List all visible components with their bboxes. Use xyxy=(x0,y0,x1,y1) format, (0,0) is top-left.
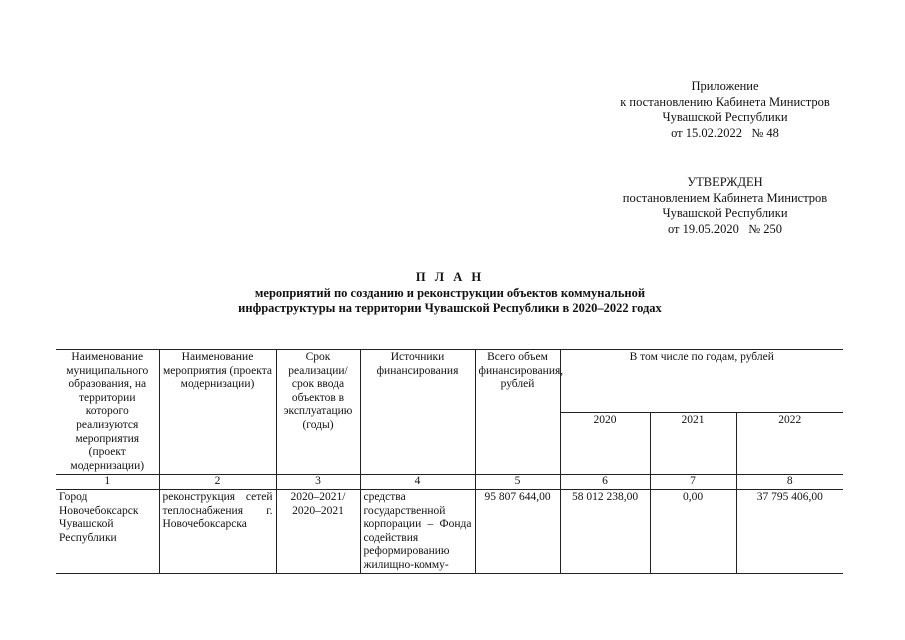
cell-year-2021: 0,00 xyxy=(650,489,736,573)
header-term: Срок реализации/срок ввода объектов в эксплуатацию (годы) xyxy=(276,350,360,475)
column-number: 4 xyxy=(360,475,475,490)
header-measure: Наименование мероприятия (проекта модернизации) xyxy=(159,350,276,475)
document-title xyxy=(130,270,770,317)
cell-year-2022: 37 795 406,00 xyxy=(736,489,843,573)
cell-sources: средства государственной корпорации – Фонда содействия реформированию жилищно-комму- xyxy=(360,489,475,573)
approval-line: постановлением Кабинета Министров xyxy=(622,190,828,205)
approval-note xyxy=(580,175,870,237)
header-sources: Источники финансирования xyxy=(360,350,475,475)
column-number: 1 xyxy=(56,475,159,490)
plan-table xyxy=(56,349,843,574)
approval-line: Чувашской Республики xyxy=(662,206,788,220)
cell-measure: реконструкция сетей теплоснабжения г. Новочебоксарска xyxy=(159,489,276,573)
header-by-years: В том числе по годам, рублей xyxy=(560,350,843,413)
title-line: инфраструктуры на территории Чувашской Республики в 2020–2022 годах xyxy=(238,301,662,315)
header-year-2020: 2020 xyxy=(560,412,650,475)
appendix-line: Приложение xyxy=(691,79,759,93)
appendix-line: к постановлению Кабинета Министров xyxy=(620,94,830,109)
approval-line: от 19.05.2020 № 250 xyxy=(667,221,783,236)
cell-term: 2020–2021/ 2020–2021 xyxy=(276,489,360,573)
column-number: 2 xyxy=(159,475,276,490)
header-municipality: Наименование муниципального образования, на территории которого реализуются мероприятия (проект модернизации) xyxy=(56,350,159,475)
appendix-note xyxy=(580,79,870,141)
header-year-2021: 2021 xyxy=(650,412,736,475)
cell-municipality: Город Новочебоксарск Чувашской Республики xyxy=(56,489,159,573)
header-year-2022: 2022 xyxy=(736,412,843,475)
table-row xyxy=(56,489,843,573)
cell-year-2020: 58 012 238,00 xyxy=(560,489,650,573)
column-number: 7 xyxy=(650,475,736,490)
appendix-line: Чувашской Республики xyxy=(662,110,788,124)
appendix-line: от 15.02.2022 № 48 xyxy=(671,125,779,140)
column-number: 5 xyxy=(475,475,560,490)
header-total: Всего объем финансирования, рублей xyxy=(475,350,560,475)
column-number: 8 xyxy=(736,475,843,490)
column-number: 3 xyxy=(276,475,360,490)
approval-line: УТВЕРЖДЕН xyxy=(687,175,763,189)
column-number-row xyxy=(56,475,843,490)
column-number: 6 xyxy=(560,475,650,490)
cell-total: 95 807 644,00 xyxy=(475,489,560,573)
title-line: мероприятий по созданию и реконструкции объектов коммунальной xyxy=(254,285,646,300)
title-word: П Л А Н xyxy=(415,270,485,284)
